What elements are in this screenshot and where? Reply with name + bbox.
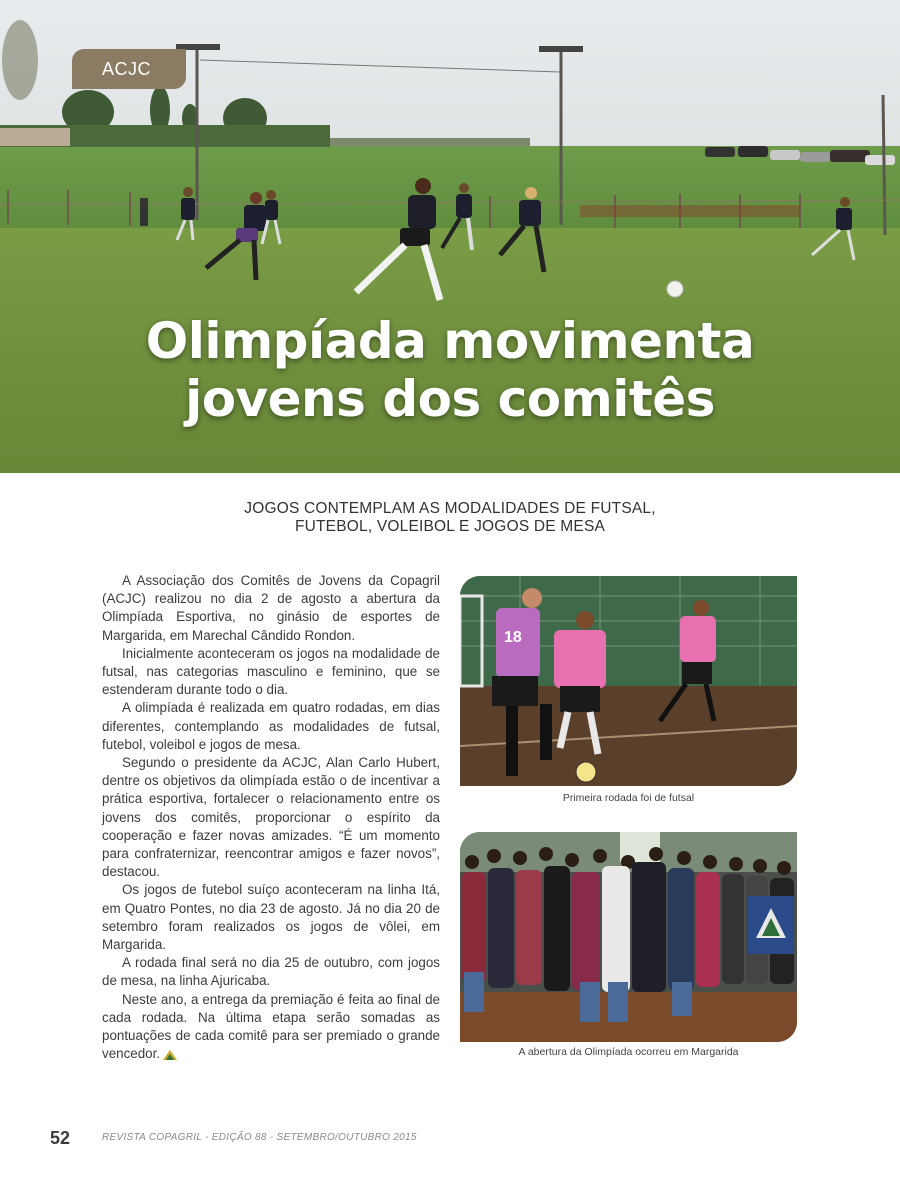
paragraph-5: Os jogos de futebol suíço aconteceram na linha Itá, em Quatro Pontes, no dia 23 de agosto. Já no dia 20 de setembro foram realizados os jogos de vôlei, em Margarida. [102, 882, 440, 953]
publication-footer: REVISTA COPAGRIL - EDIÇÃO 88 - SETEMBRO/OUTUBRO 2015 [102, 1132, 417, 1143]
paragraph-1: A Associação dos Comitês de Jovens da Copagril (ACJC) realizou no dia 2 de agosto a abertura da Olimpíada Esportiva, no ginásio de esportes de Margarida, em Marechal Cândido Rondon. [102, 573, 440, 643]
paragraph-6: A rodada final será no dia 25 de outubro, com jogos de mesa, na linha Ajuricaba. [102, 955, 440, 989]
photo-futsal [460, 576, 797, 786]
headline-line-1: Olimpíada movimenta [145, 312, 755, 370]
subtitle [130, 500, 770, 536]
hero-photo [0, 0, 900, 473]
paragraph-7-text: Neste ano, a entrega da premiação é feita ao final de cada rodada. Na última etapa serão somadas as pontuações de cada comitê para ser premiado o grande vencedor. [102, 991, 440, 1062]
caption-futsal: Primeira rodada foi de futsal [562, 792, 695, 804]
page-number: 52 [50, 1128, 71, 1148]
caption-opening: A abertura da Olimpíada ocorreu em Margarida [518, 1046, 739, 1058]
futsal-scene [460, 576, 797, 786]
section-tag: ACJC [72, 49, 186, 89]
opening-scene [460, 832, 797, 1042]
headline-line-2: jovens dos comitês [185, 370, 715, 428]
headline [0, 312, 900, 428]
photo-opening [460, 832, 797, 1042]
paragraph-4: Segundo o presidente da ACJC, Alan Carlo Hubert, dentre os objetivos da olimpíada estão o de incentivar a prática esportiva, fortalecer o relacionamento entre os jovens dos comitês, proporcionar o espírito da cooperação e fazer novas amizades. “É um momento para confraternizar, reencontrar amigos e fazer novos”, destacou. [102, 755, 440, 880]
subtitle-line-2: FUTEBOL, VOLEIBOL E JOGOS DE MESA [294, 518, 606, 535]
paragraph-7 [102, 991, 440, 1064]
jersey-number: 18 [504, 629, 522, 646]
paragraph-2: Inicialmente aconteceram os jogos na modalidade de futsal, nas categorias masculino e feminino, que se estenderam durante todo o dia. [102, 645, 440, 698]
paragraph-3: A olimpíada é realizada em quatro rodadas, em dias diferentes, contemplando as modalidades de futsal, futebol, voleibol e jogos de mesa. [102, 700, 440, 752]
article-body [102, 572, 440, 1063]
copagril-logo-icon [163, 1050, 177, 1060]
subtitle-line-1: JOGOS CONTEMPLAM AS MODALIDADES DE FUTSAL, [244, 500, 656, 517]
